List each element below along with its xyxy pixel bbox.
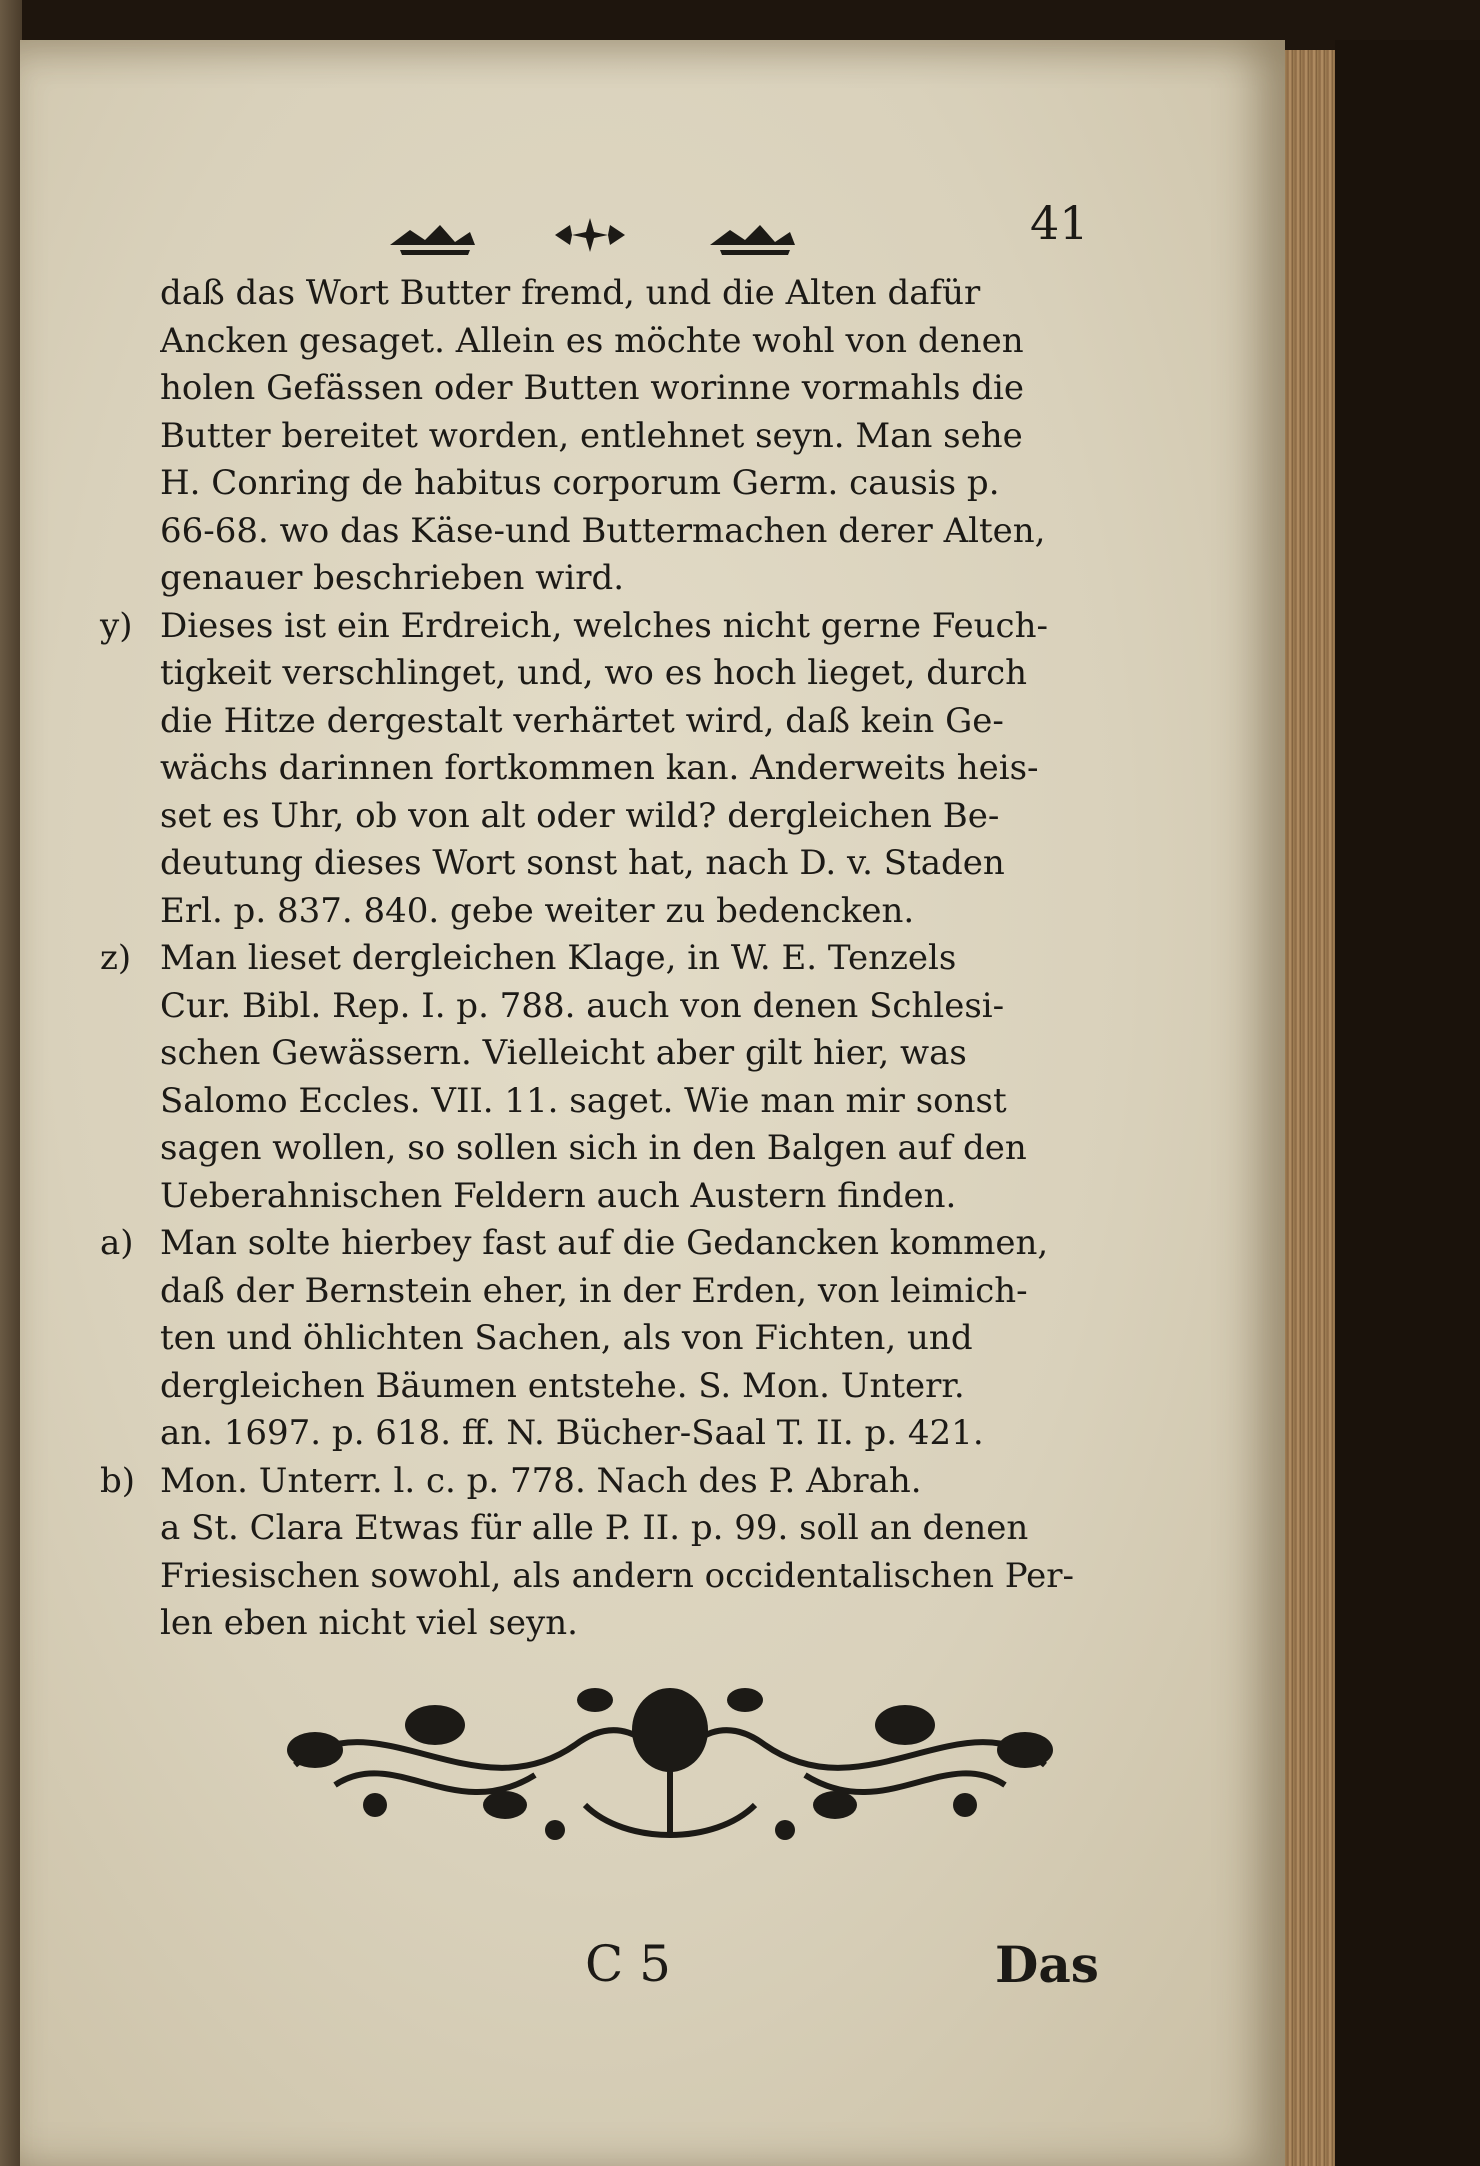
- footnote-a: [100, 1220, 1105, 1458]
- footnote-mark: z): [100, 938, 132, 978]
- text-line: sagen wollen, so sollen sich in den Balgen auf den: [160, 1128, 1027, 1168]
- text-line: an. 1697. p. 618. ff. N. Bücher-Saal T. II. p. 421.: [160, 1413, 984, 1453]
- text-line: Ueberahnischen Feldern auch Austern finden.: [160, 1175, 957, 1216]
- book-page: [20, 40, 1285, 2166]
- footnote-mark: y): [100, 605, 133, 646]
- text-line: H. Conring de habitus corporum Germ. causis p.: [160, 463, 1000, 503]
- text-line: Dieses ist ein Erdreich, welches nicht gerne Feuch-: [160, 605, 1048, 646]
- footnote-b: [100, 1458, 1105, 1648]
- text-line: 66-68. wo das Käse-und Buttermachen derer Alten,: [160, 510, 1046, 551]
- page-number: 41: [1030, 196, 1089, 250]
- page-text: [100, 270, 1105, 1648]
- text-line: wächs darinnen fortkommen kan. Anderweits heis-: [160, 748, 1039, 788]
- text-line: holen Gefässen oder Butten worinne vormahls die: [160, 368, 1025, 408]
- text-line: Salomo Eccles. VII. 11. saget. Wie man mir sonst: [160, 1080, 1007, 1121]
- text-line: Erl. p. 837. 840. gebe weiter zu bedencken.: [160, 890, 915, 931]
- text-line: Ancken gesaget. Allein es möchte wohl von denen: [160, 320, 1024, 361]
- text-line: Friesischen sowohl, als andern occidentalischen Per-: [160, 1555, 1074, 1596]
- text-line: dergleichen Bäumen entstehe. S. Mon. Unterr.: [160, 1365, 965, 1406]
- book-binding: [0, 0, 22, 2166]
- footnote-mark: b): [100, 1460, 136, 1501]
- footnote-mark: a): [100, 1223, 134, 1263]
- text-line: schen Gewässern. Vielleicht aber gilt hier, was: [160, 1033, 967, 1073]
- footnote-y: [100, 603, 1105, 936]
- text-line: daß der Bernstein eher, in der Erden, von leimich-: [160, 1270, 1028, 1311]
- text-line: tigkeit verschlinget, und, wo es hoch lieget, durch: [160, 653, 1028, 693]
- text-line: Mon. Unterr. l. c. p. 778. Nach des P. Abrah.: [160, 1460, 922, 1501]
- text-line: genauer beschrieben wird.: [160, 558, 625, 598]
- text-line: len eben nicht viel seyn.: [160, 1603, 578, 1643]
- text-line: a St. Clara Etwas für alle P. II. p. 99. soll an denen: [160, 1508, 1029, 1548]
- text-line: Cur. Bibl. Rep. I. p. 788. auch von denen Schlesi-: [160, 985, 1005, 1026]
- catchword: Das: [995, 1935, 1099, 1994]
- text-line: deutung dieses Wort sonst hat, nach D. v. Staden: [160, 843, 1005, 883]
- text-line: daß das Wort Butter fremd, und die Alten dafür: [160, 273, 981, 313]
- floral-vignette: [255, 1655, 1085, 1855]
- text-line: Man lieset dergleichen Klage, in W. E. Tenzels: [160, 938, 957, 978]
- text-line: die Hitze dergestalt verhärtet wird, daß kein Ge-: [160, 700, 1004, 741]
- text-line: Butter bereitet worden, entlehnet seyn. Man sehe: [160, 415, 1023, 456]
- text-line: ten und öhlichten Sachen, als von Fichten, und: [160, 1318, 973, 1358]
- dark-margin: [1335, 40, 1480, 2166]
- signature-mark: C 5: [585, 1935, 671, 1993]
- page-edges: [1285, 50, 1335, 2166]
- header-ornament: [380, 210, 805, 260]
- footnote-z: [100, 935, 1105, 1220]
- intro-paragraph: [160, 270, 1105, 603]
- text-line: Man solte hierbey fast auf die Gedancken kommen,: [160, 1223, 1049, 1263]
- text-line: set es Uhr, ob von alt oder wild? dergleichen Be-: [160, 795, 1000, 836]
